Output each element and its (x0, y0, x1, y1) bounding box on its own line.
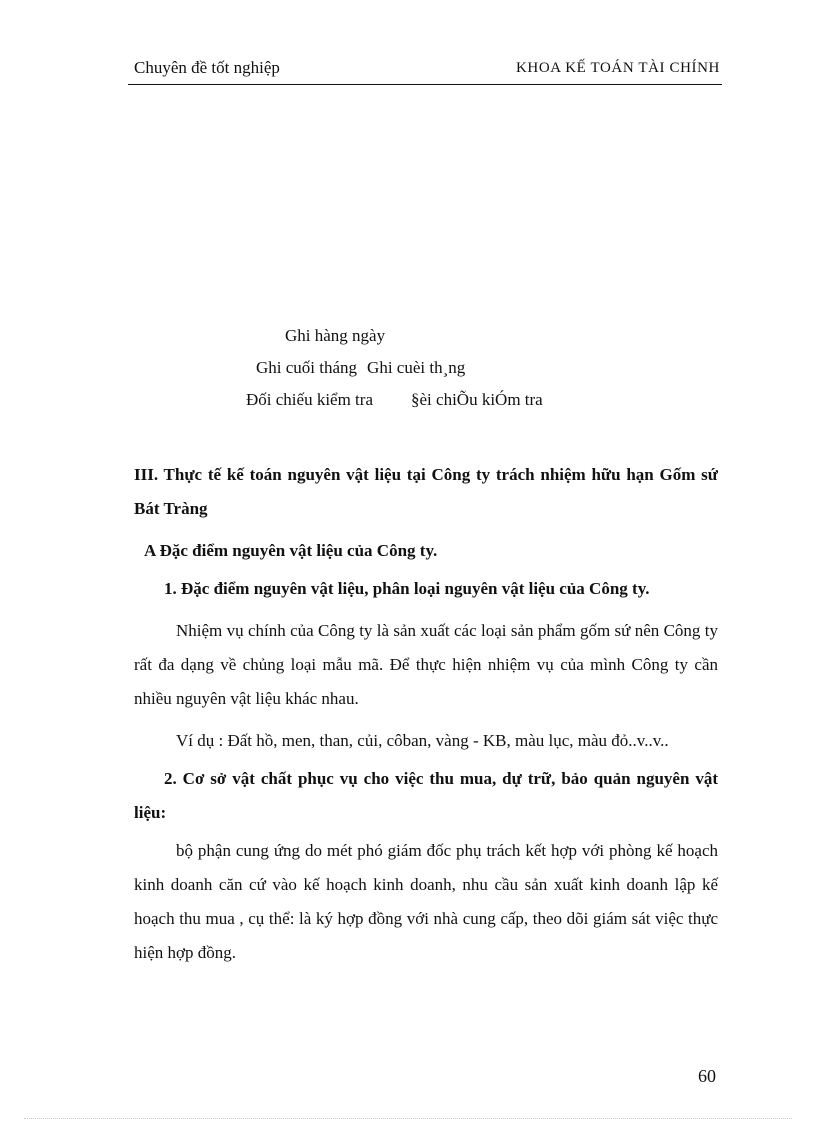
subsection-heading-a: A Đặc điểm nguyên vật liệu của Công ty. (144, 541, 438, 560)
subsection-heading-2: 2. Cơ sở vật chất phục vụ cho việc thu mua, dự trữ, bảo quản nguyên vật liệu: (134, 769, 718, 822)
header-divider (128, 84, 722, 85)
header-left-title: Chuyên đề tốt nghiệp (134, 58, 280, 77)
paragraph-examples: Ví dụ : Đất hồ, men, than, củi, côban, vàng - KB, màu lục, màu đỏ..v..v.. (176, 731, 669, 750)
section-heading-iii: III. Thực tế kế toán nguyên vật liệu tại Công ty trách nhiệm hữu hạn Gốm sứ Bát Tràng (134, 465, 718, 518)
legend-reconcile (246, 390, 543, 410)
header-right-title: KHOA KẾ TOÁN TÀI CHÍNH (515, 60, 720, 76)
paragraph-tasks: Nhiệm vụ chính của Công ty là sản xuất các loại sản phẩm gốm sứ nên Công ty rất đa dạng về chủng loại mẫu mã. Để thực hiện nhiệm vụ của mình Công ty cần nhiều nguyên vật liệu khác nhau. (134, 621, 718, 708)
footer-divider (24, 1118, 792, 1119)
subsection-heading-1: 1. Đặc điểm nguyên vật liệu, phân loại nguyên vật liệu của Công ty. (164, 579, 650, 598)
legend-daily (285, 326, 385, 346)
legend-month-end-label: Ghi cuối tháng (256, 358, 358, 377)
paragraph-procurement: bộ phận cung ứng do mét phó giám đốc phụ trách kết hợp với phòng kế hoạch kinh doanh căn cứ vào kế hoạch kinh doanh, nhu cầu sản xuất kinh doanh lập kế hoạch thu mua , cụ thể: là ký hợp đồng với nhà cung cấp, theo dõi giám sát việc thực hiện hợp đồng. (134, 841, 718, 962)
legend-reconcile-label: Đối chiếu kiểm tra (246, 390, 373, 409)
legend-reconcile-legacy-label: §èi chiÕu kiÓm tra (411, 390, 543, 409)
legend-month-end-legacy-label: Ghi cuèi th¸ng (367, 358, 466, 377)
page-number: 60 (698, 1066, 716, 1086)
legend-daily-label: Ghi hàng ngày (285, 326, 386, 345)
body-content (134, 458, 718, 970)
legend-month-end (256, 358, 465, 378)
